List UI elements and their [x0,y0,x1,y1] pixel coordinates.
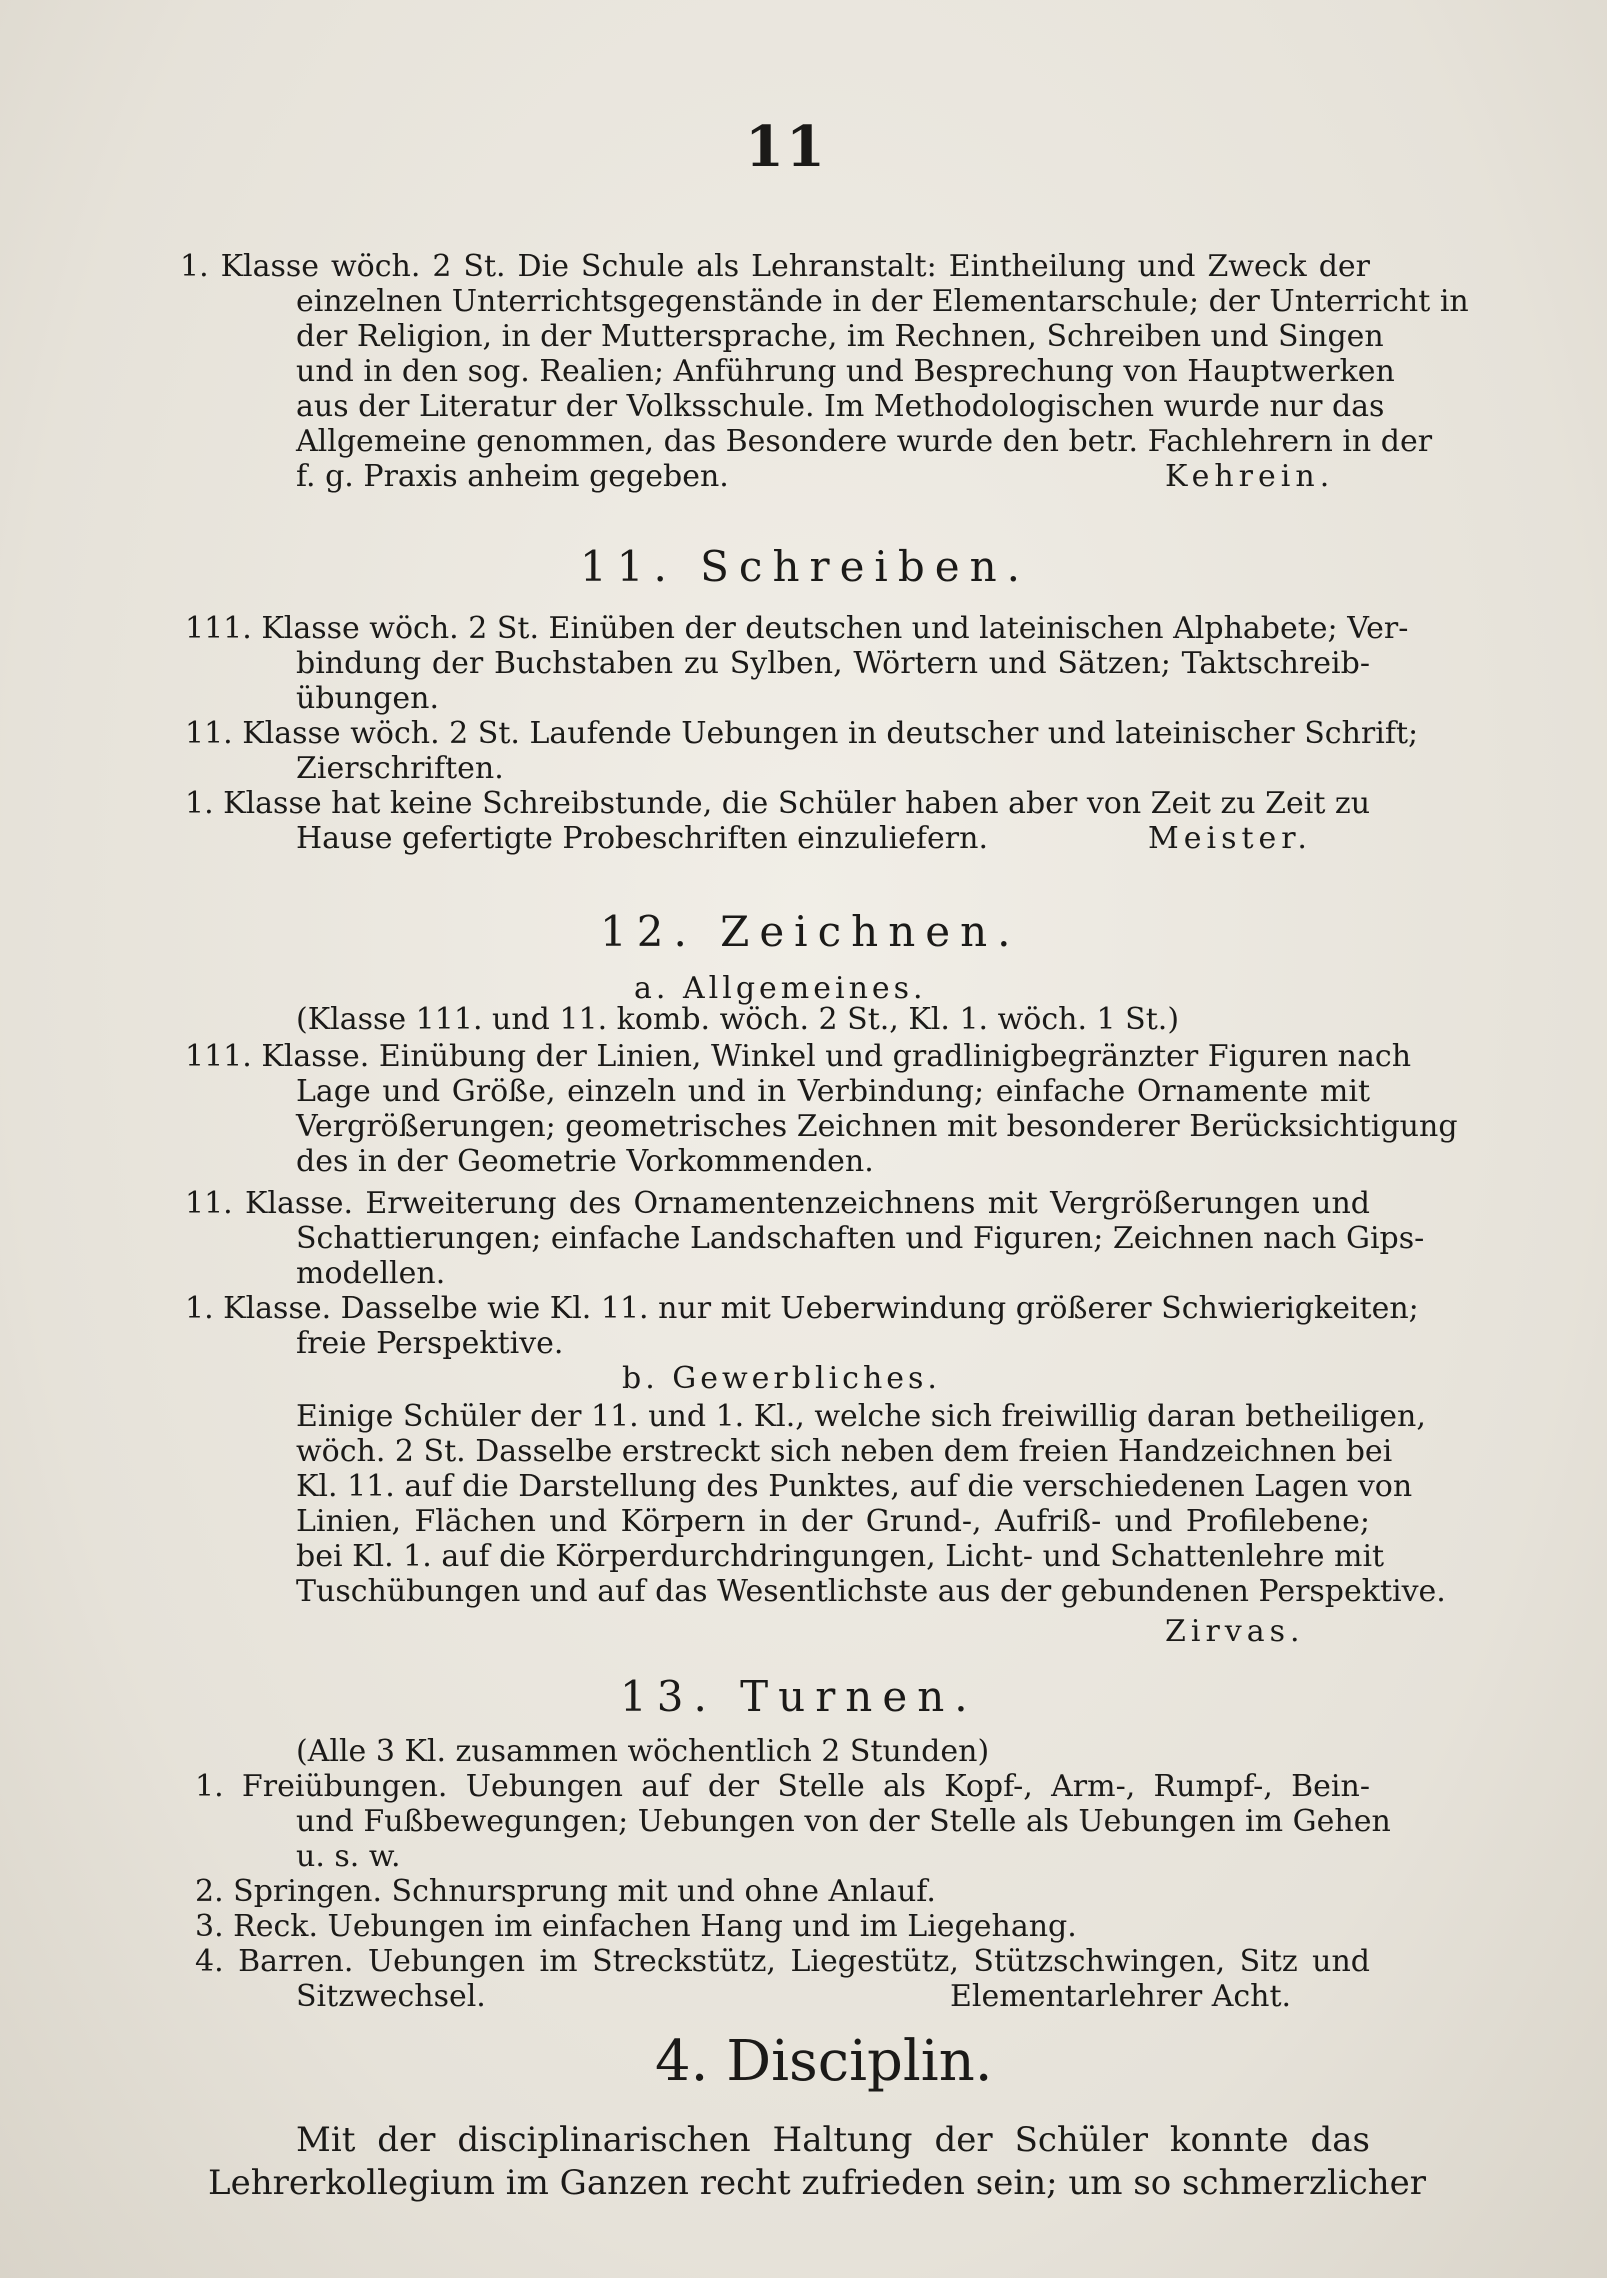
text-line: bindung der Buchstaben zu Sylben, Wörtern und Sätzen; Taktschreib- [296,646,1370,681]
text-line: 4. Barren. Uebungen im Streckstütz, Liegestütz, Stützschwingen, Sitz und [195,1944,1370,1979]
text-line: und Fußbewegungen; Uebungen von der Stelle als Uebungen im Gehen [296,1804,1391,1839]
text-line: Hause gefertigte Probeschriften einzuliefern. [296,821,988,856]
text-line: einzelnen Unterrichtsgegenstände in der Elementarschule; der Unterricht in [296,284,1469,319]
text-line: (Klasse 111. und 11. komb. wöch. 2 St., Kl. 1. wöch. 1 St.) [296,1002,1180,1037]
subheading-gewerbliches: b. Gewerbliches. [622,1361,941,1396]
signature-meister: Meister. [1148,821,1312,856]
text-line: 1. Klasse wöch. 2 St. Die Schule als Lehranstalt: Eintheilung und Zweck der [180,249,1370,284]
text-line: Linien, Flächen und Körpern in der Grund-, Aufriß- und Profilebene; [296,1504,1370,1539]
text-line: übungen. [296,681,439,716]
text-line: u. s. w. [296,1839,401,1874]
text-line: Vergrößerungen; geometrisches Zeichnen mit besonderer Berücksichtigung [296,1109,1458,1144]
text-line: freie Perspektive. [296,1326,564,1361]
text-line: und in den sog. Realien; Anführung und Besprechung von Hauptwerken [296,354,1395,389]
text-line: 11. Klasse wöch. 2 St. Laufende Uebungen in deutscher und lateinischer Schrift; [185,716,1419,751]
text-line: Sitzwechsel. [296,1979,486,2014]
text-line: Tuschübungen und auf das Wesentlichste aus der gebundenen Perspektive. [296,1574,1446,1609]
section-heading-disciplin: 4. Disciplin. [655,2029,993,2094]
text-line: 2. Springen. Schnursprung mit und ohne Anlauf. [195,1874,936,1909]
text-line: aus der Literatur der Volksschule. Im Methodologischen wurde nur das [296,389,1385,424]
text-line: der Religion, in der Muttersprache, im Rechnen, Schreiben und Singen [296,319,1384,354]
text-line: bei Kl. 1. auf die Körperdurchdringungen, Licht- und Schattenlehre mit [296,1539,1385,1574]
subheading-allgemeines: a. Allgemeines. [634,971,927,1006]
text-line: 1. Freiübungen. Uebungen auf der Stelle als Kopf-, Arm-, Rumpf-, Bein- [195,1769,1370,1804]
text-line: (Alle 3 Kl. zusammen wöchentlich 2 Stunden) [296,1734,990,1769]
text-line: Lage und Größe, einzeln und in Verbindung; einfache Ornamente mit [296,1074,1370,1109]
text-line: 1. Klasse hat keine Schreibstunde, die Schüler haben aber von Zeit zu Zeit zu [185,786,1371,821]
text-line: Zierschriften. [296,751,504,786]
text-line: 3. Reck. Uebungen im einfachen Hang und im Liegehang. [195,1909,1077,1944]
signature-kehrein: Kehrein. [1165,459,1335,494]
section-heading-turnen: 13. Turnen. [620,1672,978,1721]
text-line: 111. Klasse wöch. 2 St. Einüben der deutschen und lateinischen Alphabete; Ver- [185,611,1409,646]
text-line: Kl. 11. auf die Darstellung des Punktes, auf die verschiedenen Lagen von [296,1469,1413,1504]
text-line: f. g. Praxis anheim gegeben. [296,459,729,494]
signature-zirvas: Zirvas. [1165,1614,1305,1649]
text-line: Allgemeine genommen, das Besondere wurde den betr. Fachlehrern in der [296,424,1433,459]
text-line: modellen. [296,1256,446,1291]
text-line: Lehrerkollegium im Ganzen recht zufrieden sein; um so schmerzlicher [208,2163,1427,2203]
page-number: 11 [745,114,827,180]
text-line: 11. Klasse. Erweiterung des Ornamentenzeichnens mit Vergrößerungen und [185,1186,1370,1221]
text-line: 1. Klasse. Dasselbe wie Kl. 11. nur mit Ueberwindung größerer Schwierigkeiten; [185,1291,1419,1326]
text-line: wöch. 2 St. Dasselbe erstreckt sich neben dem freien Handzeichnen bei [296,1434,1393,1469]
text-line: Schattierungen; einfache Landschaften und Figuren; Zeichnen nach Gips- [296,1221,1425,1256]
text-line: Einige Schüler der 11. und 1. Kl., welche sich freiwillig daran betheiligen, [296,1399,1426,1434]
section-heading-schreiben: 11. Schreiben. [580,542,1030,591]
section-heading-zeichnen: 12. Zeichnen. [600,907,1021,956]
text-line: des in der Geometrie Vorkommenden. [296,1144,874,1179]
signature-acht: Elementarlehrer Acht. [950,1979,1292,2014]
text-line: Mit der disciplinarischen Haltung der Schüler konnte das [296,2120,1370,2160]
text-line: 111. Klasse. Einübung der Linien, Winkel und gradlinigbegränzter Figuren nach [185,1039,1412,1074]
